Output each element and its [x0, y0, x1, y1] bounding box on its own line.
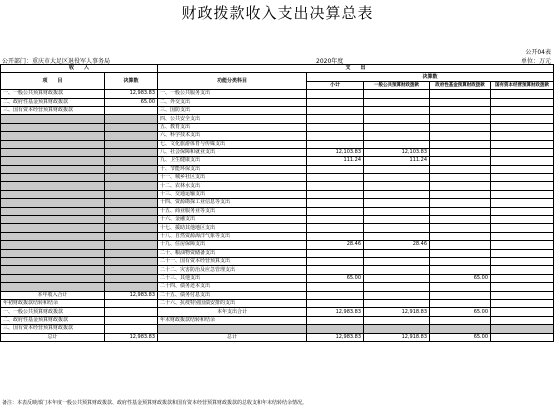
gov-fund-value — [430, 283, 491, 291]
table-row — [1, 148, 554, 156]
state-capital-value — [491, 148, 554, 156]
general-budget-value — [364, 266, 430, 274]
report-meta — [2, 56, 551, 64]
expense-item: 二十三、其他支出 — [158, 274, 307, 282]
expense-item: 一、一般公共服务支出 — [158, 90, 307, 98]
subtotal-value — [307, 165, 364, 173]
gov-fund-value — [430, 190, 491, 198]
income-amount — [105, 299, 158, 307]
gov-fund-value — [430, 199, 491, 207]
income-amount-header: 决算数 — [105, 73, 158, 90]
expense-item: 三、国防支出 — [158, 106, 307, 114]
income-amount — [105, 232, 158, 240]
table-row — [1, 115, 554, 123]
subtotal-value: 12,983.83 — [307, 308, 364, 316]
income-item: 三、国有资本经营预算财政拨款 — [1, 325, 105, 333]
function-item-header: 功能分类科目 — [158, 73, 307, 90]
subtotal-value — [307, 316, 364, 324]
gov-fund-value — [430, 257, 491, 265]
income-item: 一、一般公共预算财政拨款 — [1, 90, 105, 98]
income-item: 二、政府性基金预算财政拨款 — [1, 316, 105, 324]
state-capital-value — [491, 165, 554, 173]
expense-item — [158, 325, 307, 333]
income-amount — [105, 132, 158, 140]
general-budget-value — [364, 98, 430, 106]
subtotal-value — [307, 325, 364, 333]
income-amount — [105, 148, 158, 156]
general-budget-value — [364, 115, 430, 123]
income-amount: 65.00 — [105, 98, 158, 106]
subtotal-value: 28.46 — [307, 241, 364, 249]
general-budget-header: 一般公共预算财政拨款 — [364, 81, 430, 89]
state-capital-value — [491, 174, 554, 182]
gov-fund-value: 65.00 — [430, 308, 491, 316]
income-amount — [105, 325, 158, 333]
general-budget-value — [364, 182, 430, 190]
gov-fund-value — [430, 325, 491, 333]
table-row — [1, 106, 554, 114]
expense-item: 十二、农林水支出 — [158, 182, 307, 190]
general-budget-value — [364, 224, 430, 232]
subtotal-value — [307, 115, 364, 123]
table-row — [1, 165, 554, 173]
income-item — [1, 174, 105, 182]
income-amount: 12,983.83 — [105, 90, 158, 98]
table-row — [1, 266, 554, 274]
income-amount — [105, 115, 158, 123]
income-item — [1, 216, 105, 224]
general-budget-value — [364, 106, 430, 114]
income-amount — [105, 241, 158, 249]
income-amount: 12,983.83 — [105, 291, 158, 299]
state-capital-value — [491, 182, 554, 190]
state-capital-value — [491, 98, 554, 106]
income-item — [1, 274, 105, 282]
income-amount — [105, 216, 158, 224]
state-capital-value — [491, 123, 554, 131]
table-row — [1, 232, 554, 240]
state-capital-value — [491, 90, 554, 98]
general-budget-value: 111.24 — [364, 157, 430, 165]
table-row — [1, 207, 554, 215]
gov-fund-value: 65.00 — [430, 274, 491, 282]
income-item — [1, 232, 105, 240]
income-item — [1, 241, 105, 249]
general-budget-value — [364, 123, 430, 131]
subtotal-value — [307, 207, 364, 215]
income-item — [1, 283, 105, 291]
income-item: 总计 — [1, 333, 105, 341]
expense-item: 十、节能环保支出 — [158, 165, 307, 173]
expense-item: 十五、商业服务业等支出 — [158, 207, 307, 215]
income-item: 本年收入合计 — [1, 291, 105, 299]
state-capital-value — [491, 199, 554, 207]
gov-fund-value — [430, 241, 491, 249]
income-amount — [105, 174, 158, 182]
table-row — [1, 182, 554, 190]
income-amount — [105, 316, 158, 324]
gov-fund-value — [430, 249, 491, 257]
expense-item: 总计 — [158, 333, 307, 341]
form-number: 公开04表 — [525, 49, 551, 56]
expense-item: 二十二、灾害防治及应急管理支出 — [158, 266, 307, 274]
income-amount — [105, 274, 158, 282]
table-row — [1, 333, 554, 341]
gov-fund-value — [430, 316, 491, 324]
income-item — [1, 224, 105, 232]
subtotal-value — [307, 98, 364, 106]
gov-fund-value — [430, 232, 491, 240]
table-row — [1, 241, 554, 249]
income-item: 二、政府性基金预算财政拨款 — [1, 98, 105, 106]
income-header: 收 入 — [1, 65, 158, 73]
subtotal-value — [307, 90, 364, 98]
general-budget-value — [364, 216, 430, 224]
general-budget-value: 12,918.83 — [364, 308, 430, 316]
expense-item: 八、社会保障和就业支出 — [158, 148, 307, 156]
general-budget-value — [364, 140, 430, 148]
state-capital-value — [491, 308, 554, 316]
subtotal-value: 12,103.83 — [307, 148, 364, 156]
gov-fund-value — [430, 115, 491, 123]
expense-item: 十八、自然资源海洋气象等支出 — [158, 232, 307, 240]
gov-fund-value — [430, 106, 491, 114]
footnote: 备注：本表反映部门本年度一般公共预算财政拨款、政府性基金预算财政拨款和国有资本经营预算财政拨款的总收支和年末结转结余情况。 — [2, 400, 308, 406]
expense-item: 二十一、国有资本经营预算支出 — [158, 257, 307, 265]
income-item — [1, 148, 105, 156]
table-row — [1, 123, 554, 131]
income-amount — [105, 157, 158, 165]
state-capital-value — [491, 207, 554, 215]
income-amount — [105, 182, 158, 190]
expense-item: 六、科学技术支出 — [158, 132, 307, 140]
income-item: 年初财政拨款结转和结余 — [1, 299, 105, 307]
general-budget-value: 12,918.83 — [364, 333, 430, 341]
department-name: 公开部门：重庆市大足区退役军人事务局 — [2, 58, 111, 65]
income-amount — [105, 190, 158, 198]
income-item-header: 项 目 — [1, 73, 105, 90]
general-budget-value — [364, 316, 430, 324]
expense-item: 十三、交通运输支出 — [158, 190, 307, 198]
table-row — [1, 274, 554, 282]
table-row — [1, 199, 554, 207]
income-item: 三、国有资本经营预算财政拨款 — [1, 106, 105, 114]
subtotal-value: 65.00 — [307, 274, 364, 282]
report-year: 2020年度 — [316, 58, 344, 65]
income-amount — [105, 224, 158, 232]
state-capital-value — [491, 291, 554, 299]
gov-fund-value — [430, 157, 491, 165]
subtotal-value — [307, 190, 364, 198]
gov-fund-value — [430, 148, 491, 156]
table-row — [1, 90, 554, 98]
general-budget-value — [364, 257, 430, 265]
gov-fund-value — [430, 90, 491, 98]
subtotal-value — [307, 249, 364, 257]
expense-item: 十四、资源勘探工业信息等支出 — [158, 199, 307, 207]
income-amount — [105, 207, 158, 215]
currency-unit: 单位：万元 — [520, 58, 551, 65]
subtotal-value — [307, 174, 364, 182]
income-item — [1, 182, 105, 190]
subtotal-value — [307, 232, 364, 240]
expense-item: 七、文化旅游体育与传媒支出 — [158, 140, 307, 148]
table-row — [1, 299, 554, 307]
table-row — [1, 283, 554, 291]
budget-table — [0, 64, 554, 342]
gov-fund-value — [430, 140, 491, 148]
state-capital-value — [491, 257, 554, 265]
subtotal-value — [307, 182, 364, 190]
table-row — [1, 190, 554, 198]
income-amount — [105, 283, 158, 291]
general-budget-value: 28.46 — [364, 241, 430, 249]
subtotal-header: 小计 — [307, 81, 364, 89]
income-amount — [105, 308, 158, 316]
income-item — [1, 266, 105, 274]
subtotal-value — [307, 216, 364, 224]
table-row — [1, 316, 554, 324]
subtotal-value: 111.24 — [307, 157, 364, 165]
expense-item: 十七、援助其他地区支出 — [158, 224, 307, 232]
general-budget-value: 12,103.83 — [364, 148, 430, 156]
table-row — [1, 291, 554, 299]
state-capital-value — [491, 224, 554, 232]
subtotal-value — [307, 299, 364, 307]
income-amount — [105, 106, 158, 114]
expense-item: 二十六、抗疫特别国债安排的支出 — [158, 299, 307, 307]
state-capital-value — [491, 115, 554, 123]
header-row-1 — [1, 65, 554, 73]
state-capital-value — [491, 325, 554, 333]
income-amount — [105, 140, 158, 148]
table-row — [1, 216, 554, 224]
income-item — [1, 165, 105, 173]
gov-fund-value — [430, 123, 491, 131]
gov-fund-value — [430, 216, 491, 224]
expense-item: 五、教育支出 — [158, 123, 307, 131]
general-budget-value — [364, 232, 430, 240]
expense-item: 十九、住房保障支出 — [158, 241, 307, 249]
state-capital-value — [491, 241, 554, 249]
gov-fund-value: 65.00 — [430, 333, 491, 341]
general-budget-value — [364, 299, 430, 307]
state-capital-value — [491, 140, 554, 148]
expense-header: 支 出 — [158, 65, 554, 73]
state-capital-value — [491, 316, 554, 324]
subtotal-value — [307, 257, 364, 265]
table-row — [1, 132, 554, 140]
expense-item: 十六、金融支出 — [158, 216, 307, 224]
table-row — [1, 224, 554, 232]
income-item — [1, 249, 105, 257]
table-row — [1, 98, 554, 106]
income-amount: 12,983.83 — [105, 333, 158, 341]
general-budget-value — [364, 90, 430, 98]
state-capital-value — [491, 232, 554, 240]
income-item — [1, 140, 105, 148]
table-row — [1, 325, 554, 333]
state-capital-value — [491, 216, 554, 224]
state-capital-value — [491, 106, 554, 114]
state-capital-value — [491, 190, 554, 198]
subtotal-value — [307, 224, 364, 232]
income-item: 一、一般公共预算财政拨款 — [1, 308, 105, 316]
income-amount — [105, 257, 158, 265]
state-capital-value — [491, 132, 554, 140]
general-budget-value — [364, 325, 430, 333]
gov-fund-value — [430, 299, 491, 307]
general-budget-value — [364, 291, 430, 299]
subtotal-value — [307, 132, 364, 140]
table-row — [1, 140, 554, 148]
expense-item: 二十五、债务付息支出 — [158, 291, 307, 299]
subtotal-value — [307, 123, 364, 131]
income-item — [1, 257, 105, 265]
general-budget-value — [364, 199, 430, 207]
header-row-2 — [1, 73, 554, 81]
table-row — [1, 157, 554, 165]
table-row — [1, 174, 554, 182]
state-capital-value — [491, 283, 554, 291]
income-item — [1, 132, 105, 140]
expense-item: 二十四、债务还本支出 — [158, 283, 307, 291]
state-capital-value — [491, 157, 554, 165]
table-row — [1, 308, 554, 316]
general-budget-value — [364, 174, 430, 182]
general-budget-value — [364, 274, 430, 282]
expense-item: 十一、城乡社区支出 — [158, 174, 307, 182]
gov-fund-value — [430, 291, 491, 299]
general-budget-value — [364, 132, 430, 140]
subtotal-value: 12,983.83 — [307, 333, 364, 341]
income-item — [1, 157, 105, 165]
expense-item: 二、外交支出 — [158, 98, 307, 106]
subtotal-value — [307, 106, 364, 114]
gov-fund-value — [430, 182, 491, 190]
expense-item: 二十、粮油物资储备支出 — [158, 249, 307, 257]
subtotal-value — [307, 140, 364, 148]
table-row — [1, 257, 554, 265]
gov-fund-value — [430, 207, 491, 215]
subtotal-value — [307, 291, 364, 299]
page-title: 财政拨款收入支出决算总表 — [181, 4, 374, 22]
state-capital-value — [491, 249, 554, 257]
expense-amount-header: 决算数 — [307, 73, 554, 81]
gov-fund-value — [430, 165, 491, 173]
state-capital-value — [491, 333, 554, 341]
income-amount — [105, 123, 158, 131]
income-item — [1, 190, 105, 198]
expense-item: 年末财政拨款结转和结余 — [158, 316, 307, 324]
table-row — [1, 249, 554, 257]
gov-fund-value — [430, 132, 491, 140]
state-capital-value — [491, 266, 554, 274]
income-item — [1, 115, 105, 123]
general-budget-value — [364, 190, 430, 198]
subtotal-value — [307, 266, 364, 274]
income-amount — [105, 165, 158, 173]
general-budget-value — [364, 207, 430, 215]
state-capital-value — [491, 299, 554, 307]
gov-fund-value — [430, 174, 491, 182]
gov-fund-value — [430, 98, 491, 106]
general-budget-value — [364, 283, 430, 291]
gov-fund-header: 政府性基金预算财政拨款 — [430, 81, 491, 89]
general-budget-value — [364, 165, 430, 173]
state-capital-header: 国有资本经营预算财政拨款 — [491, 81, 554, 89]
expense-item: 本年支出合计 — [158, 308, 307, 316]
income-item — [1, 123, 105, 131]
income-amount — [105, 266, 158, 274]
income-item — [1, 207, 105, 215]
subtotal-value — [307, 199, 364, 207]
income-amount — [105, 199, 158, 207]
subtotal-value — [307, 283, 364, 291]
state-capital-value — [491, 274, 554, 282]
general-budget-value — [364, 249, 430, 257]
gov-fund-value — [430, 266, 491, 274]
expense-item: 四、公共安全支出 — [158, 115, 307, 123]
gov-fund-value — [430, 224, 491, 232]
expense-item: 九、卫生健康支出 — [158, 157, 307, 165]
income-amount — [105, 249, 158, 257]
income-item — [1, 199, 105, 207]
